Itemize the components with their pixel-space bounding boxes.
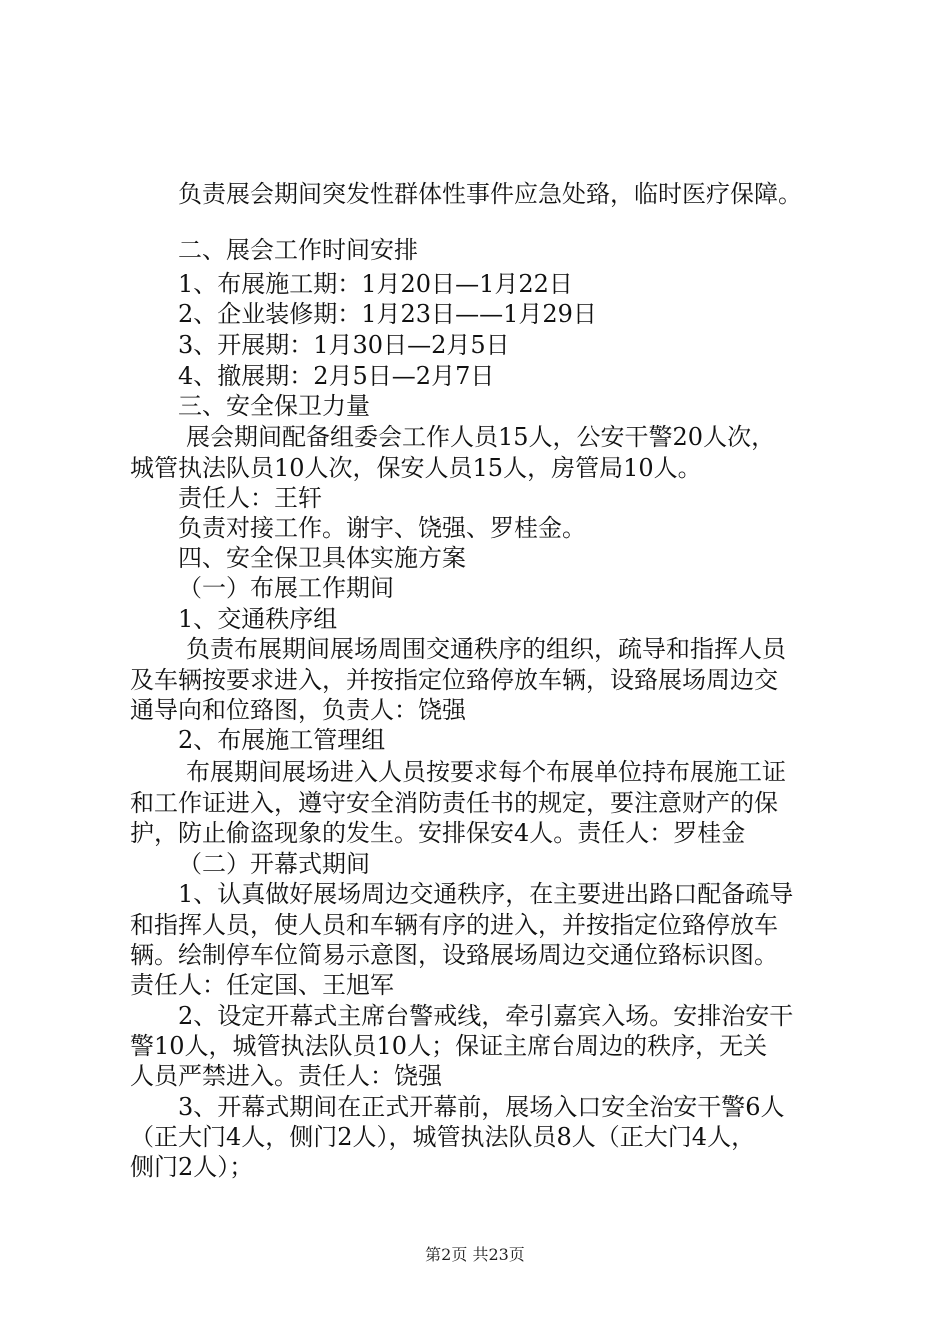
paragraph-line: 负责布展期间展场周围交通秩序的组织，疏导和指挥人员 xyxy=(186,635,786,663)
paragraph-line: 通导向和位臵图，负责人：饶强 xyxy=(130,696,466,724)
subsection-heading: （一）布展工作期间 xyxy=(178,574,394,602)
subsection-heading: （二）开幕式期间 xyxy=(178,850,370,878)
paragraph-line: 3、开幕式期间在正式开幕前，展场入口安全治安干警6人 xyxy=(178,1093,785,1121)
paragraph-line: 警10人，城管执法队员10人；保证主席台周边的秩序，无关 xyxy=(130,1032,768,1060)
paragraph-line: 展会期间配备组委会工作人员15人，公安干警20人次， xyxy=(186,423,776,451)
paragraph-line: 1、交通秩序组 xyxy=(178,605,338,633)
paragraph-line: （正大门4人，侧门2人），城管执法队员8人（正大门4人， xyxy=(130,1123,756,1151)
paragraph-line: 1、认真做好展场周边交通秩序，在主要进出路口配备疏导 xyxy=(178,880,794,908)
paragraph-line: 和指挥人员，使人员和车辆有序的进入，并按指定位臵停放车 xyxy=(130,911,778,939)
paragraph-line: 人员严禁进入。责任人：饶强 xyxy=(130,1062,442,1090)
paragraph-line: 3、开展期：1月30日—2月5日 xyxy=(178,331,510,359)
section-heading: 二、展会工作时间安排 xyxy=(178,236,418,264)
paragraph-line: 责任人：任定国、王旭军 xyxy=(130,971,394,999)
paragraph-line: 1、布展施工期：1月20日—1月22日 xyxy=(178,270,573,298)
paragraph-line: 护，防止偷盗现象的发生。安排保安4人。责任人：罗桂金 xyxy=(130,819,746,847)
paragraph-line: 和工作证进入，遵守安全消防责任书的规定，要注意财产的保 xyxy=(130,789,778,817)
section-heading: 三、安全保卫力量 xyxy=(178,392,370,420)
paragraph-line: 城管执法队员10人次，保安人员15人，房管局10人。 xyxy=(130,454,702,482)
paragraph-line: 2、布展施工管理组 xyxy=(178,726,386,754)
paragraph-line: 侧门2人）； xyxy=(130,1153,254,1181)
paragraph-line: 辆。绘制停车位简易示意图，设臵展场周边交通位臵标识图。 xyxy=(130,941,778,969)
paragraph-line: 4、撤展期：2月5日—2月7日 xyxy=(178,362,495,390)
paragraph-line: 布展期间展场进入人员按要求每个布展单位持布展施工证 xyxy=(186,758,786,786)
paragraph-line: 负责展会期间突发性群体性事件应急处臵，临时医疗保障。 xyxy=(178,180,802,208)
paragraph-line: 责任人：王轩 xyxy=(178,484,322,512)
paragraph-line: 负责对接工作。谢宇、饶强、罗桂金。 xyxy=(178,514,586,542)
section-heading: 四、安全保卫具体实施方案 xyxy=(178,544,466,572)
page-number-footer: 第2页 共23页 xyxy=(425,1245,525,1264)
paragraph-line: 及车辆按要求进入，并按指定位臵停放车辆，设臵展场周边交 xyxy=(130,666,778,694)
paragraph-line: 2、企业装修期：1月23日——1月29日 xyxy=(178,300,597,328)
paragraph-line: 2、设定开幕式主席台警戒线，牵引嘉宾入场。安排治安干 xyxy=(178,1002,794,1030)
